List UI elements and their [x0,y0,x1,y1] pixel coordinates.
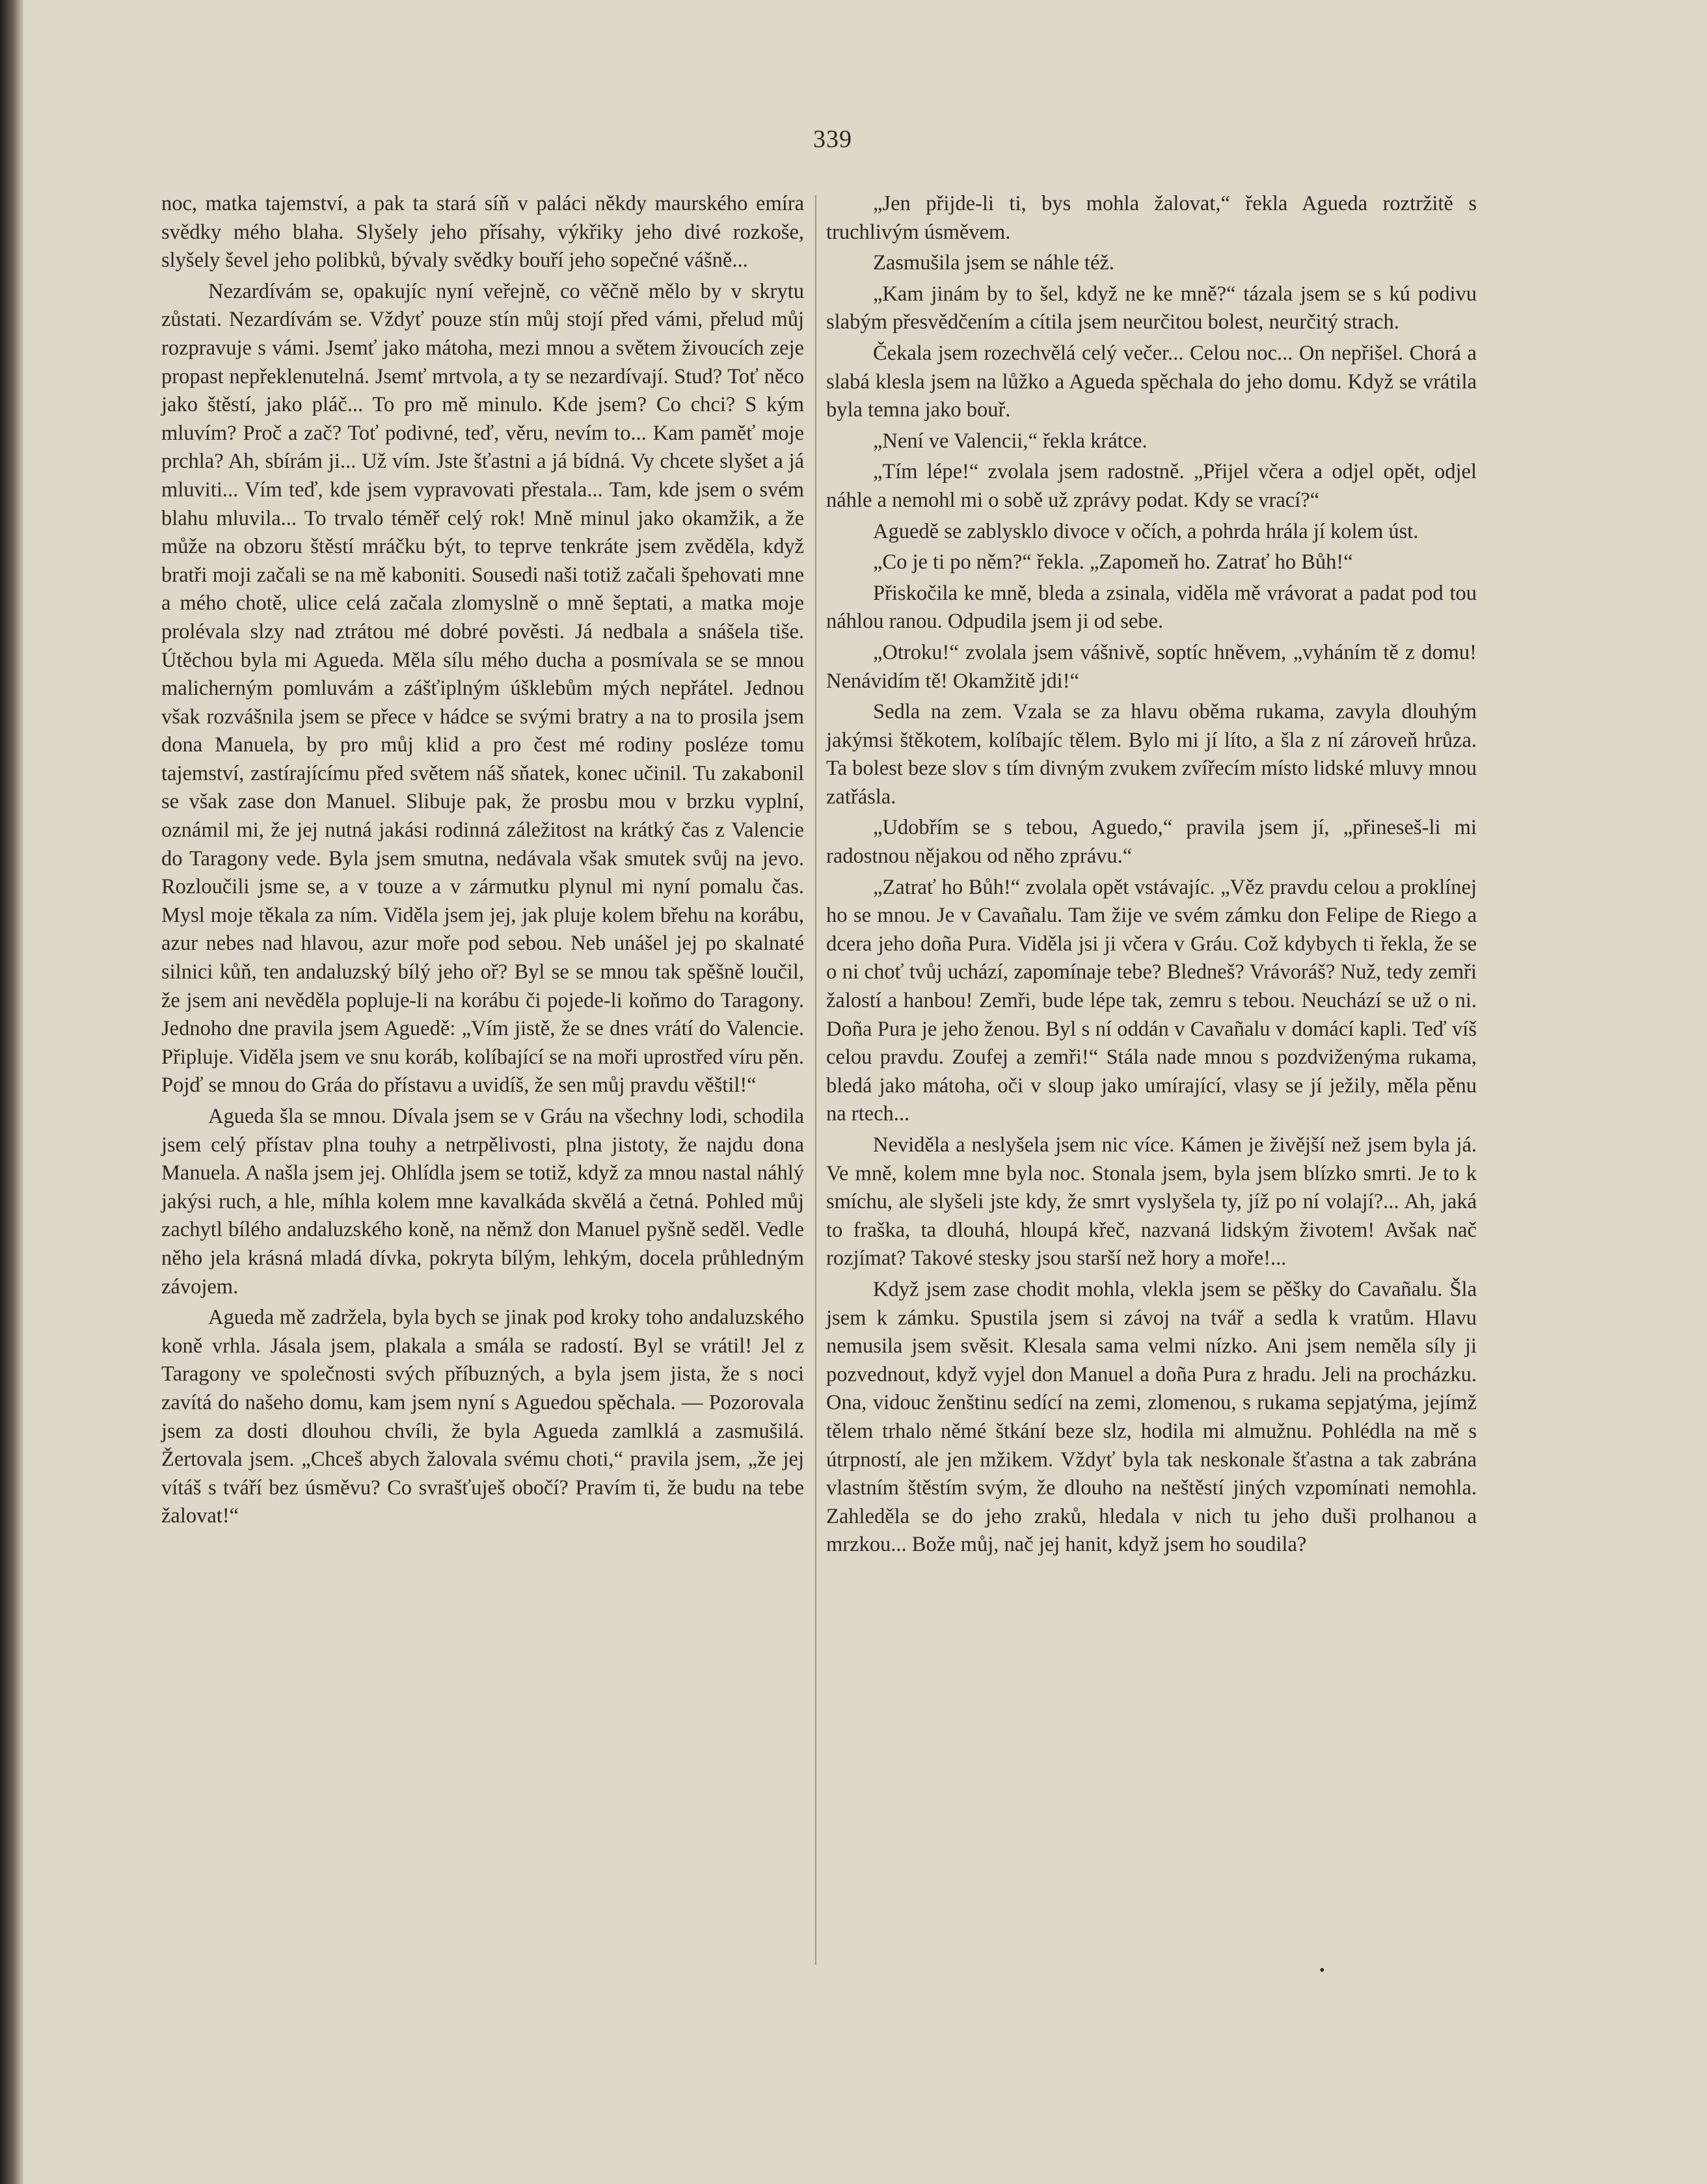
right-paragraph: „Kam jinám by to šel, když ne ke mně?“ tázala jsem se s kú podivu slabým přesvědčením a cítila jsem neurčitou bolest, neurčitý strach. [826,282,1477,334]
right-paragraph: Čekala jsem rozechvělá celý večer... Celou noc... On nepřišel. Chorá a slabá klesla jsem na lůžko a Agueda spěchala do jeho domu. Když se vrátila byla temna jako bouř. [826,341,1477,422]
right-paragraph: „Zatrať ho Bůh!“ zvolala opět vstávajíc. „Věz pravdu celou a proklínej ho se mnou. Je v Cavañalu. Tam žije ve svém zámku don Felipe de Riego a dcera jeho doña Pura. Viděla jsi ji včera v Gráu. Což kdybych ti řekla, že se o ni choť tvůj uchází, zapomínaje tebe? Bledneš? Vrávoráš? Nuž, tedy zemři žalostí a hanbou! Zemři, bude lépe tak, zemru s tebou. Neuchází se už o ni. Doña Pura je jeho ženou. Byl s ní oddán v Cavañalu v domácí kapli. Teď víš celou pravdu. Zoufej a zemři!“ Stála nade mnou s pozdviženýma rukama, bledá jako mátoha, oči v sloup jako umírající, vlasy se jí ježily, měla pěnu na rtech... [826,875,1477,1126]
right-paragraph: Aguedě se zablysklo divoce v očích, a pohrda hrála jí kolem úst. [873,519,1419,543]
left-paragraph: Nezardívám se, opakujíc nyní veřejně, co věčně mělo by v skrytu zůstati. Nezardívám se. Vždyť pouze stín můj stojí před vámi, přelud můj rozpravuje s vámi. Jsemť jako mátoha, mezi mnou a světem živoucích zeje propast nepřeklenutelná. Jsemť mrtvola, a ty se nezardívají. Stud? Toť něco jako štěstí, jako pláč... To pro mě minulo. Kde jsem? Co chci? S kým mluvím? Proč a zač? Toť podivné, teď, věru, nevím to... Kam paměť moje prchla? Ah, sbírám ji... Už vím. Jste šťastni a já bídná. Vy chcete slyšet a já mluviti... Vím teď, kde jsem vypravovati přestala... Tam, kde jsem o svém blahu mluvila... To trvalo téměř celý rok! Mně minul jako okamžik, a že může na obzoru štěstí mráčku být, to teprve tenkráte jsem zvěděla, když bratři moji začali se na mě kaboniti. Sousedi naši totiž začali špehovati mne a mého chotě, ulice celá začala zlomyslně o mně šeptati, a matka moje prolévala slzy nad ztrátou mé dobré pověsti. Já nedbala a snášela tiše. Útěchou byla mi Agueda. Měla sílu mého ducha a posmívala se se mnou malicherným pomluvám a zášťiplným úšklebům mých nepřátel. Jednou však rozvášnila jsem se přece v hádce se svými bratry a na to prosila jsem dona Manuela, by pro můj klid a pro čest mé rodiny posléze tomu tajemství, zastírajícímu před světem náš sňatek, konec učinil. Tu zakabonil se však zase don Manuel. Slibuje pak, že prosbu mou v brzku vyplní, oznámil mi, že jej nutná jakási rodinná záležitost na krátký čas z Valencie do Taragony vede. Byla jsem smutna, nedávala však smutek svůj na jevo. Rozloučili jsme se, a v touze a v zármutku plynul mi nyní pomalu čas. Mysl moje těkala za ním. Viděla jsem jej, jak pluje kolem břehu na korábu, azur nebes nad hlavou, azur moře pod sebou. Neb unášel jej po skalnaté silnici kůň, ten andaluzský bílý jeho oř? Byl se se mnou tak spěšně loučil, že jsem ani nevěděla popluje-li na korábu či pojede-li koňmo do Taragony. Jednoho dne pravila jsem Aguedě: „Vím jistě, že se dnes vrátí do Valencie. Připluje. Viděla jsem ve snu koráb, kolíbající se na moři uprostřed víru pěn. Pojď se mnou do Gráa do přístavu a uvidíš, že sen můj pravdu věštil!“ [161,279,804,1098]
right-paragraph: Sedla na zem. Vzala se za hlavu oběma rukama, zavyla dlouhým jakýmsi štěkotem, kolíbajíc tělem. Bylo mi jí líto, a šla z ní zároveň hrůza. Ta bolest beze slov s tím divným zvukem zvířecím místo lidské mluvy mnou zatřásla. [826,700,1477,809]
left-text-column [161,190,804,1533]
right-paragraph: „Udobřím se s tebou, Aguedo,“ pravila jsem jí, „přineseš-li mi radostnou nějakou od něho zprávu.“ [826,816,1477,869]
right-paragraph: Přiskočila ke mně, bleda a zsinala, viděla mě vrávorat a padat pod tou náhlou ranou. Odpudila jsem ji od sebe. [826,581,1477,634]
column-divider [815,195,816,1965]
right-paragraph: Neviděla a neslyšela jsem nic více. Kámen je živější než jsem byla já. Ve mně, kolem mne byla noc. Stonala jsem, byla jsem blízko smrti. Je to k smíchu, ale slyšeli jste kdy, že smrt vyslyšela ty, jíž po ní volají?... Ah, jaká to fraška, ta dlouhá, hloupá křeč, nazvaná lidským životem! Avšak nač rozjímat? Takové stesky jsou starší než hory a moře!... [826,1133,1477,1271]
left-paragraph: noc, matka tajemství, a pak ta stará síň v paláci někdy maurského emíra svědky mého blaha. Slyšely jeho přísahy, výkřiky jeho divé rozkoše, slyšely ševel jeho polibků, bývaly svědky bouří jeho sopečné vášně... [161,192,804,273]
right-paragraph: „Co je ti po něm?“ řekla. „Zapomeň ho. Zatrať ho Bůh!“ [873,550,1353,574]
page-number: 339 [813,126,852,153]
left-paragraph: Agueda mě zadržela, byla bych se jinak pod kroky toho andaluzského koně vrhla. Jásala jsem, plakala a smála se radostí. Byl se vrátil! Jel z Taragony ve společnosti svých příbuzných, a byla jsem jista, že s noci zavítá do našeho domu, kam jsem nyní s Aguedou spěchala. — Pozorovala jsem za dosti dlouhou chvíli, že byla Agueda zamlklá a zasmušilá. Žertovala jsem. „Chceš abych žalovala svému choti,“ pravila jsem, „že jej vítáš s tváří bez úsměvu? Co svrašťuješ obočí? Pravím ti, že budu na tebe žalovat!“ [161,1306,804,1528]
end-mark: • [1319,1962,1325,1979]
left-paragraph: Agueda šla se mnou. Dívala jsem se v Gráu na všechny lodi, schodila jsem celý přístav plna touhy a netrpělivosti, plna jistoty, že najdu dona Manuela. A našla jsem jej. Ohlídla jsem se totiž, když za mnou nastal náhlý jakýsi ruch, a hle, míhla kolem mne kavalkáda skvělá a četná. Pohled můj zachytl bílého andaluzského koně, na němž don Manuel pyšně seděl. Vedle něho jela krásná mladá dívka, pokryta bílým, lehkým, docela průhledným závojem. [161,1105,804,1299]
right-paragraph: Zasmušila jsem se náhle též. [873,251,1114,275]
right-paragraph: „Otroku!“ zvolala jsem vášnivě, soptíc hněvem, „vyháním tě z domu! Nenávidím tě! Okamžitě jdi!“ [826,640,1477,693]
page-gutter-shadow [0,0,23,2184]
right-paragraph: „Tím lépe!“ zvolala jsem radostně. „Přijel včera a odjel opět, odjel náhle a nemohl mi o sobě už zprávy podat. Kdy se vrací?“ [826,460,1477,512]
right-text-column [826,190,1477,1562]
right-paragraph: Když jsem zase chodit mohla, vlekla jsem se pěšky do Cavañalu. Šla jsem k zámku. Spustila jsem si závoj na tvář a sedla k vratům. Hlavu nemusila jsem svěsit. Klesala sama velmi nízko. Ani jsem neměla síly ji pozvednout, když vyjel don Manuel a doña Pura z hradu. Jeli na procházku. Ona, vidouc ženštinu sedící na zemi, zlomenou, s rukama sepjatýma, jejímž tělem trhalo němé štkání beze slz, hodila mi almužnu. Pohlédla na mě s útrpností, ale jen mžikem. Vždyť byla tak neskonale šťastna a tak zabrána vlastním štěstím svým, že dlouho na neštěstí jiných vzpomínati nemohla. Zahleděla se do jeho zraků, hledala v nich tu jeho duši prolhanou a mrzkou... Bože můj, nač jej hanit, když jsem ho soudila? [826,1277,1477,1557]
right-paragraph: „Není ve Valencii,“ řekla krátce. [873,429,1148,453]
right-paragraph: „Jen přijde-li ti, bys mohla žalovat,“ řekla Agueda roztržitě s truchlivým úsměvem. [826,192,1477,244]
